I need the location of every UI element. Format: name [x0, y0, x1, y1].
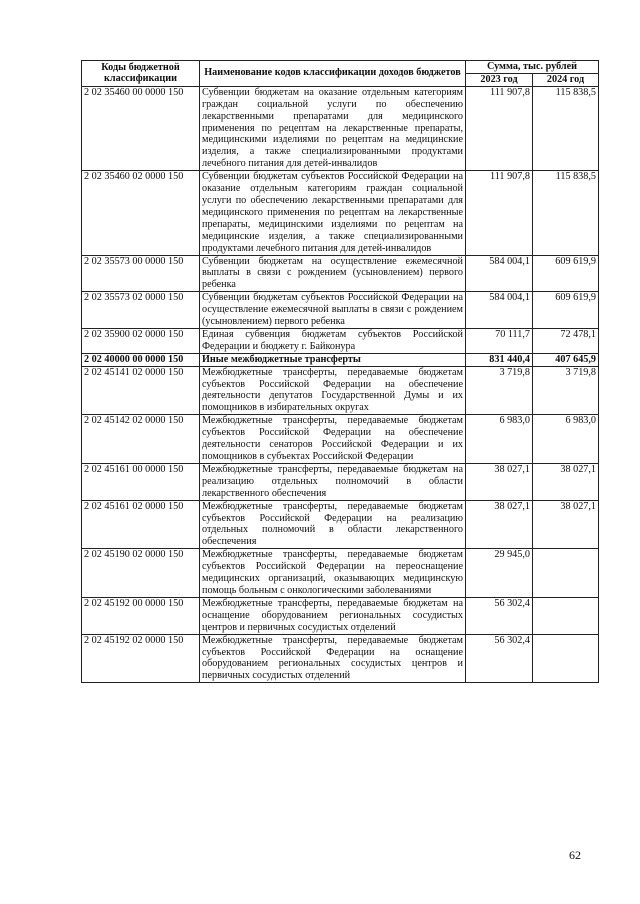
value-2023-cell: 831 440,4 — [466, 353, 533, 366]
name-cell: Межбюджетные трансферты, передаваемые бюджетам субъектов Российской Федерации на реализацию отдельных полномочий в области лекарственного обеспечения — [200, 500, 466, 549]
value-2023-cell: 56 302,4 — [466, 597, 533, 634]
header-row — [82, 61, 599, 74]
table-row — [82, 634, 599, 683]
name-cell: Субвенции бюджетам на оказание отдельным категориям граждан социальной услуги по обеспечению лекарственными препаратами для медицинского применения по рецептам на лекарственные препараты, медицинскими изделиями по рецептам на медицинские изделия, а также специализированными продуктами лечебного питания для детей-инвалидов — [200, 86, 466, 170]
table-row — [82, 415, 599, 464]
value-2024-cell: 609 619,9 — [533, 255, 599, 292]
name-cell: Субвенции бюджетам субъектов Российской Федерации на осуществление ежемесячной выплаты в связи с рождением (усыновлением) первого ребенка — [200, 292, 466, 329]
name-cell: Межбюджетные трансферты, передаваемые бюджетам субъектов Российской Федерации на оснащение оборудованием региональных сосудистых центров и первичных сосудистых отделений — [200, 634, 466, 683]
value-2024-cell: 72 478,1 — [533, 328, 599, 353]
name-cell: Межбюджетные трансферты, передаваемые бюджетам на реализацию отдельных полномочий в области лекарственного обеспечения — [200, 463, 466, 500]
header-year-2023: 2023 год — [466, 73, 533, 86]
table-row — [82, 597, 599, 634]
name-cell: Межбюджетные трансферты, передаваемые бюджетам субъектов Российской Федерации на обеспечение деятельности депутатов Государственной Думы и их помощников в избирательных округах — [200, 366, 466, 415]
value-2024-cell: 407 645,9 — [533, 353, 599, 366]
value-2024-cell — [533, 549, 599, 598]
value-2023-cell: 584 004,1 — [466, 255, 533, 292]
table-row — [82, 366, 599, 415]
table-row — [82, 86, 599, 170]
value-2024-cell — [533, 597, 599, 634]
value-2024-cell: 38 027,1 — [533, 500, 599, 549]
table-row — [82, 500, 599, 549]
name-cell: Межбюджетные трансферты, передаваемые бюджетам субъектов Российской Федерации на обеспечение деятельности сенаторов Российской Федерации и их помощников в субъектах Российской Федерации — [200, 415, 466, 464]
value-2024-cell: 115 838,5 — [533, 171, 599, 255]
code-cell: 2 02 35900 02 0000 150 — [82, 328, 200, 353]
code-cell: 2 02 35460 02 0000 150 — [82, 171, 200, 255]
table-row — [82, 292, 599, 329]
value-2023-cell: 38 027,1 — [466, 463, 533, 500]
code-cell: 2 02 35573 00 0000 150 — [82, 255, 200, 292]
name-cell: Субвенции бюджетам на осуществление ежемесячной выплаты в связи с рождением (усыновлением) первого ребенка — [200, 255, 466, 292]
value-2024-cell: 38 027,1 — [533, 463, 599, 500]
name-cell: Субвенции бюджетам субъектов Российской Федерации на оказание отдельным категориям граждан социальной услуги по обеспечению лекарственными препаратами для медицинского применения по рецептам на лекарственные препараты, медицинскими изделиями по рецептам на медицинские изделия, а также специализированными продуктами лечебного питания для детей-инвалидов — [200, 171, 466, 255]
table-row — [82, 549, 599, 598]
code-cell: 2 02 45161 02 0000 150 — [82, 500, 200, 549]
budget-table — [81, 60, 599, 683]
header-year-2024: 2024 год — [533, 73, 599, 86]
value-2023-cell: 70 111,7 — [466, 328, 533, 353]
name-cell: Иные межбюджетные трансферты — [200, 353, 466, 366]
code-cell: 2 02 45141 02 0000 150 — [82, 366, 200, 415]
header-codes: Коды бюджетной классификации — [82, 61, 200, 87]
value-2024-cell: 609 619,9 — [533, 292, 599, 329]
value-2023-cell: 111 907,8 — [466, 171, 533, 255]
code-cell: 2 02 45161 00 0000 150 — [82, 463, 200, 500]
code-cell: 2 02 40000 00 0000 150 — [82, 353, 200, 366]
code-cell: 2 02 35460 00 0000 150 — [82, 86, 200, 170]
value-2023-cell: 584 004,1 — [466, 292, 533, 329]
page-number: 62 — [569, 848, 581, 862]
value-2024-cell: 115 838,5 — [533, 86, 599, 170]
table-row — [82, 171, 599, 255]
code-cell: 2 02 45192 00 0000 150 — [82, 597, 200, 634]
value-2024-cell: 6 983,0 — [533, 415, 599, 464]
table-row — [82, 255, 599, 292]
name-cell: Межбюджетные трансферты, передаваемые бюджетам субъектов Российской Федерации на переоснащение медицинских организаций, оказывающих медицинскую помощь больным с онкологическими заболеваниями — [200, 549, 466, 598]
code-cell: 2 02 35573 02 0000 150 — [82, 292, 200, 329]
table-row — [82, 328, 599, 353]
value-2023-cell: 38 027,1 — [466, 500, 533, 549]
value-2024-cell — [533, 634, 599, 683]
value-2024-cell: 3 719,8 — [533, 366, 599, 415]
code-cell: 2 02 45190 02 0000 150 — [82, 549, 200, 598]
value-2023-cell: 29 945,0 — [466, 549, 533, 598]
code-cell: 2 02 45142 02 0000 150 — [82, 415, 200, 464]
header-name: Наименование кодов классификации доходов бюджетов — [200, 61, 466, 87]
value-2023-cell: 3 719,8 — [466, 366, 533, 415]
name-cell: Межбюджетные трансферты, передаваемые бюджетам на оснащение оборудованием региональных сосудистых центров и первичных сосудистых отделений — [200, 597, 466, 634]
value-2023-cell: 111 907,8 — [466, 86, 533, 170]
value-2023-cell: 6 983,0 — [466, 415, 533, 464]
table-row-total — [82, 353, 599, 366]
header-sum: Сумма, тыс. рублей — [466, 61, 599, 74]
code-cell: 2 02 45192 02 0000 150 — [82, 634, 200, 683]
value-2023-cell: 56 302,4 — [466, 634, 533, 683]
table-row — [82, 463, 599, 500]
name-cell: Единая субвенция бюджетам субъектов Российской Федерации и бюджету г. Байконура — [200, 328, 466, 353]
